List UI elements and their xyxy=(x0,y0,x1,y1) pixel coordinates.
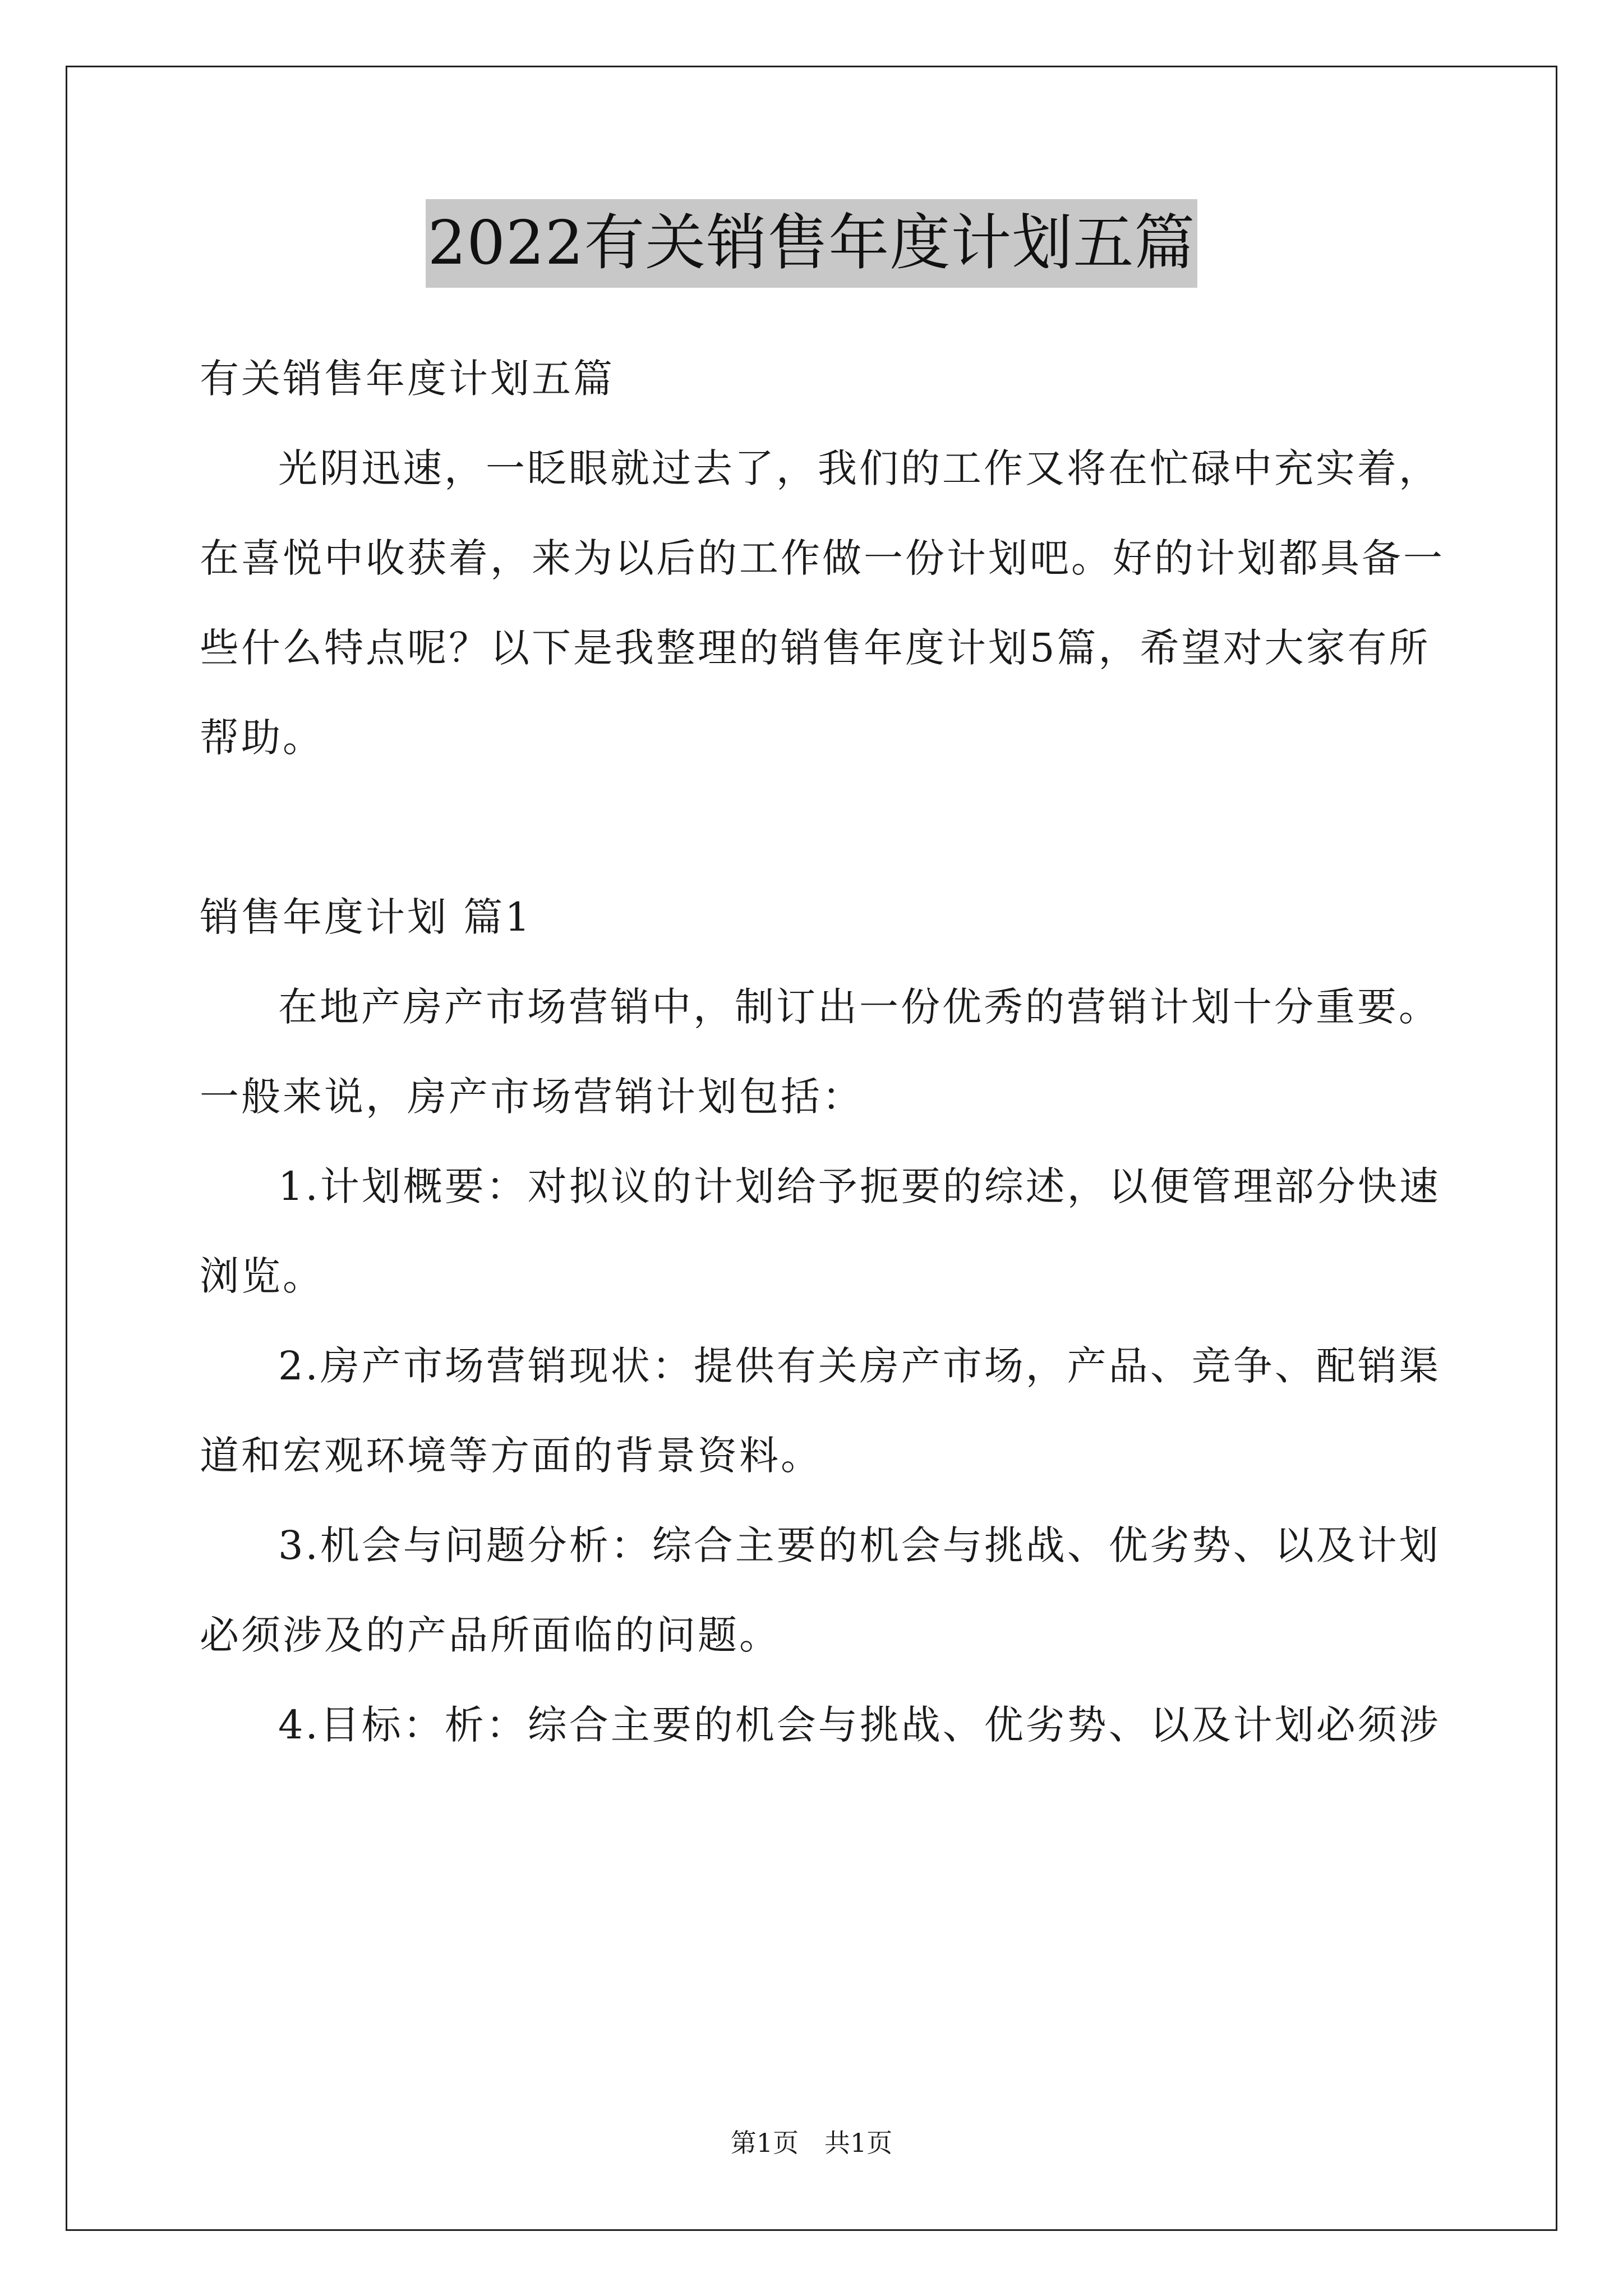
text-line: 些什么特点呢？以下是我整理的销售年度计划5篇，希望对大家有所 xyxy=(200,625,1431,671)
text-line: 1.计划概要：对拟议的计划给予扼要的综述，以便管理部分快速 xyxy=(278,1163,1441,1209)
text-line: 帮助。 xyxy=(200,715,324,761)
document-title: 2022有关销售年度计划五篇 xyxy=(426,199,1198,288)
document-title-container xyxy=(0,199,1623,288)
text-line: 4.目标：析：综合主要的机会与挑战、优劣势、以及计划必须涉 xyxy=(278,1702,1441,1748)
text-line: 销售年度计划 篇1 xyxy=(200,894,532,940)
text-line: 一般来说，房产市场营销计划包括： xyxy=(200,1074,864,1120)
text-line: 3.机会与问题分析：综合主要的机会与挑战、优劣势、以及计划 xyxy=(278,1522,1441,1568)
text-line: 2.房产市场营销现状：提供有关房产市场，产品、竞争、配销渠 xyxy=(278,1343,1441,1389)
text-line: 在地产房产市场营销中，制订出一份优秀的营销计划十分重要。 xyxy=(278,984,1440,1030)
document-body xyxy=(200,334,1445,1770)
text-line: 在喜悦中收获着，来为以后的工作做一份计划吧。好的计划都具备一 xyxy=(200,535,1445,581)
text-line: 光阴迅速，一眨眼就过去了，我们的工作又将在忙碌中充实着， xyxy=(278,445,1440,491)
text-line: 必须涉及的产品所面临的问题。 xyxy=(200,1612,781,1658)
blank-line xyxy=(200,783,1428,872)
page-footer: 第1页 共1页 xyxy=(730,2128,893,2158)
text-line: 道和宏观环境等方面的背景资料。 xyxy=(200,1433,822,1479)
text-line: 有关销售年度计划五篇 xyxy=(200,356,615,402)
text-line: 浏览。 xyxy=(200,1253,324,1299)
